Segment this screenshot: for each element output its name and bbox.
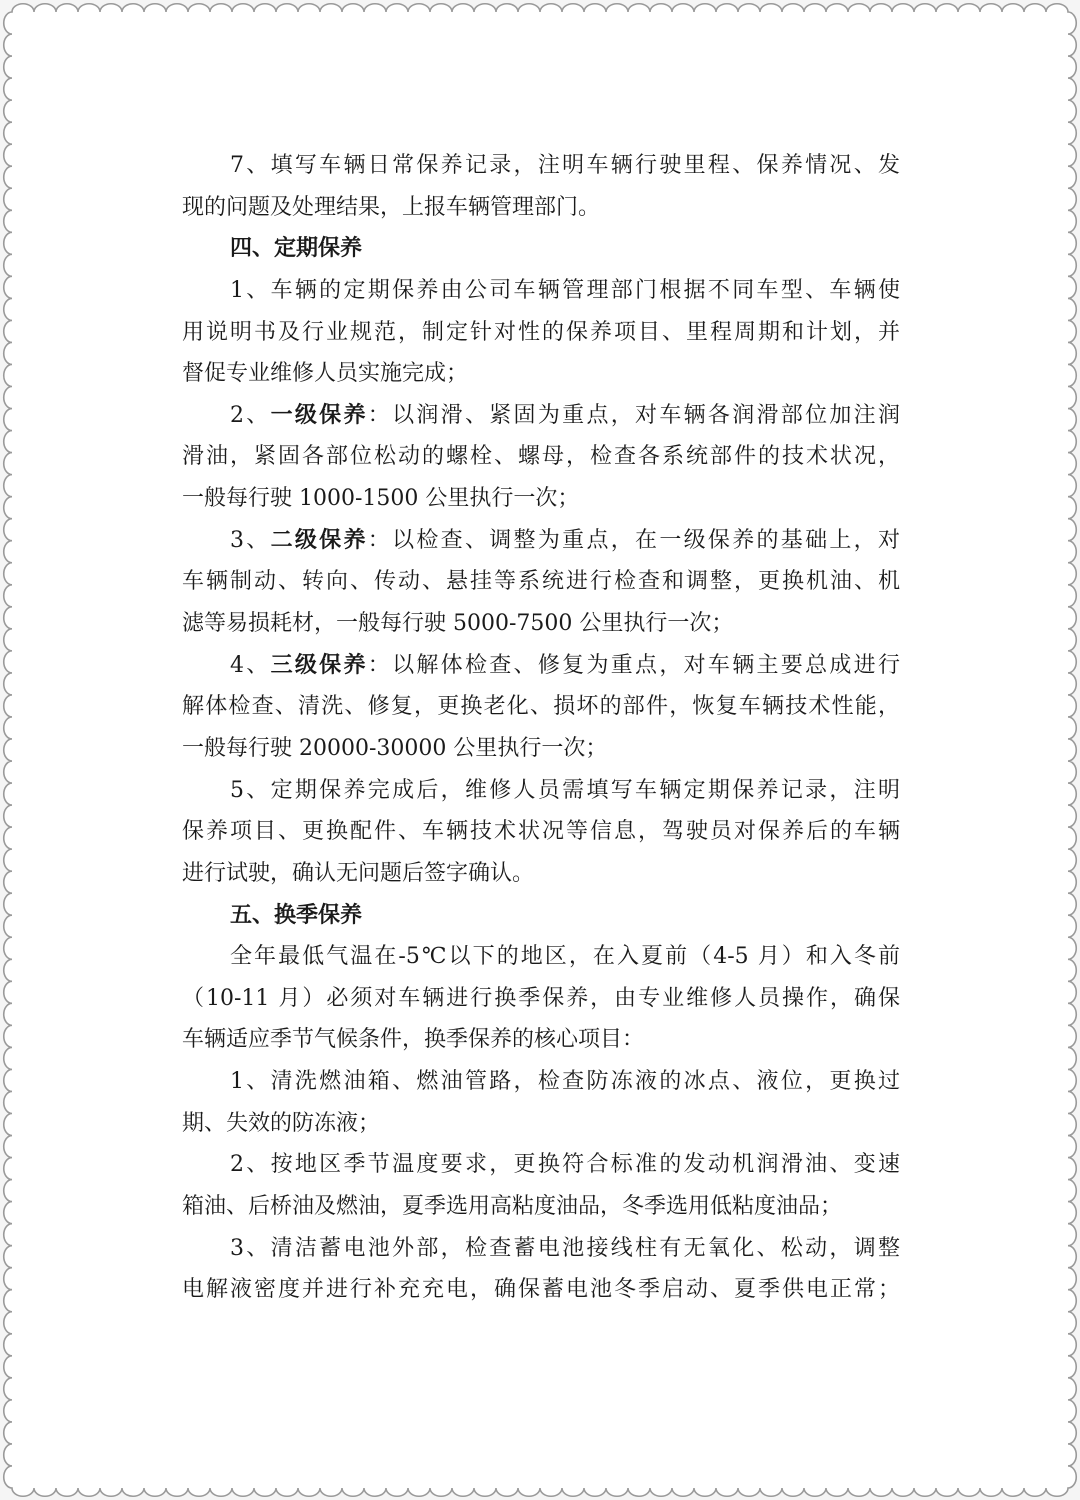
- text-line: [182, 395, 900, 437]
- text-line: [182, 770, 900, 812]
- text-line: [182, 353, 900, 395]
- text-line: [182, 1061, 900, 1103]
- line-text: 一般每行驶 20000-30000 公里执行一次；: [182, 735, 608, 761]
- line-text: 2、按地区季节温度要求，更换符合标准的发动机润滑油、变速: [230, 1152, 900, 1178]
- document-body: [182, 145, 900, 1311]
- line-text: 1、清洗燃油箱、燃油管路，检查防冻液的冰点、液位，更换过: [230, 1069, 900, 1095]
- text-line: [182, 978, 900, 1020]
- line-text: 现的问题及处理结果，上报车辆管理部门。: [182, 194, 601, 220]
- line-text: 全年最低气温在-5℃以下的地区，在入夏前（4-5 月）和入冬前: [230, 944, 900, 970]
- text-line: [182, 561, 900, 603]
- line-text: 箱油、后桥油及燃油，夏季选用高粘度油品，冬季选用低粘度油品；: [182, 1194, 843, 1220]
- line-text: 一般每行驶 1000-1500 公里执行一次；: [182, 486, 580, 512]
- text-line: [182, 811, 900, 853]
- line-text: 进行试驶，确认无问题后签字确认。: [182, 860, 535, 886]
- section-heading: [182, 228, 900, 270]
- text-line: [182, 686, 900, 728]
- bold-term: 三级保养: [270, 651, 368, 678]
- text-line: [182, 1103, 900, 1145]
- line-text: 滑油，紧固各部位松动的螺栓、螺母，检查各系统部件的技术状况，: [182, 444, 900, 470]
- text-line: [182, 1144, 900, 1186]
- line-text: 期、失效的防冻液；: [182, 1110, 381, 1136]
- line-text: 7、填写车辆日常保养记录，注明车辆行驶里程、保养情况、发: [230, 153, 900, 178]
- text-line: [182, 1186, 900, 1228]
- text-line: [182, 1228, 900, 1270]
- line-text: 保养项目、更换配件、车辆技术状况等信息，驾驶员对保养后的车辆: [182, 819, 900, 845]
- text-line: [182, 187, 900, 229]
- text-line: [182, 603, 900, 645]
- text-line: [182, 520, 900, 562]
- item-number: 4、: [230, 652, 271, 678]
- bold-term: 一级保养: [270, 401, 368, 428]
- line-text: 电解液密度并进行补充充电，确保蓄电池冬季启动、夏季供电正常；: [182, 1277, 900, 1303]
- line-text: 3、清洁蓄电池外部，检查蓄电池接线柱有无氧化、松动，调整: [230, 1235, 900, 1261]
- line-text: ：以解体检查、修复为重点，对车辆主要总成进行: [367, 652, 900, 678]
- text-line: [182, 270, 900, 312]
- text-line: [182, 312, 900, 354]
- text-line: [182, 1019, 900, 1061]
- text-line: [182, 436, 900, 478]
- text-line: [182, 645, 900, 687]
- line-text: 车辆适应季节气候条件，换季保养的核心项目：: [182, 1027, 645, 1053]
- line-text: 督促专业维修人员实施完成；: [182, 361, 469, 387]
- line-text: （10-11 月）必须对车辆进行换季保养，由专业维修人员操作，确保: [182, 985, 900, 1011]
- item-number: 2、: [230, 402, 271, 428]
- line-text: 5、定期保养完成后，维修人员需填写车辆定期保养记录，注明: [230, 777, 900, 803]
- line-text: 1、车辆的定期保养由公司车辆管理部门根据不同车型、车辆使: [230, 277, 900, 303]
- line-text: 用说明书及行业规范，制定针对性的保养项目、里程周期和计划，并: [182, 319, 900, 345]
- line-text: 解体检查、清洗、修复，更换老化、损坏的部件，恢复车辆技术性能，: [182, 694, 900, 720]
- line-text: 四、定期保养: [230, 235, 363, 262]
- line-text: ：以检查、调整为重点，在一级保养的基础上，对: [367, 527, 900, 553]
- text-line: [182, 853, 900, 895]
- text-line: [182, 478, 900, 520]
- section-heading: [182, 895, 900, 937]
- line-text: 车辆制动、转向、传动、悬挂等系统进行检查和调整，更换机油、机: [182, 569, 900, 595]
- text-line: [182, 936, 900, 978]
- line-text: 五、换季保养: [230, 901, 363, 928]
- item-number: 3、: [230, 527, 271, 553]
- text-line: [182, 145, 900, 187]
- bold-term: 二级保养: [270, 526, 368, 553]
- line-text: 滤等易损耗材，一般每行驶 5000-7500 公里执行一次；: [182, 611, 734, 637]
- line-text: ：以润滑、紧固为重点，对车辆各润滑部位加注润: [367, 402, 900, 428]
- text-line: [182, 728, 900, 770]
- text-line: [182, 1269, 900, 1311]
